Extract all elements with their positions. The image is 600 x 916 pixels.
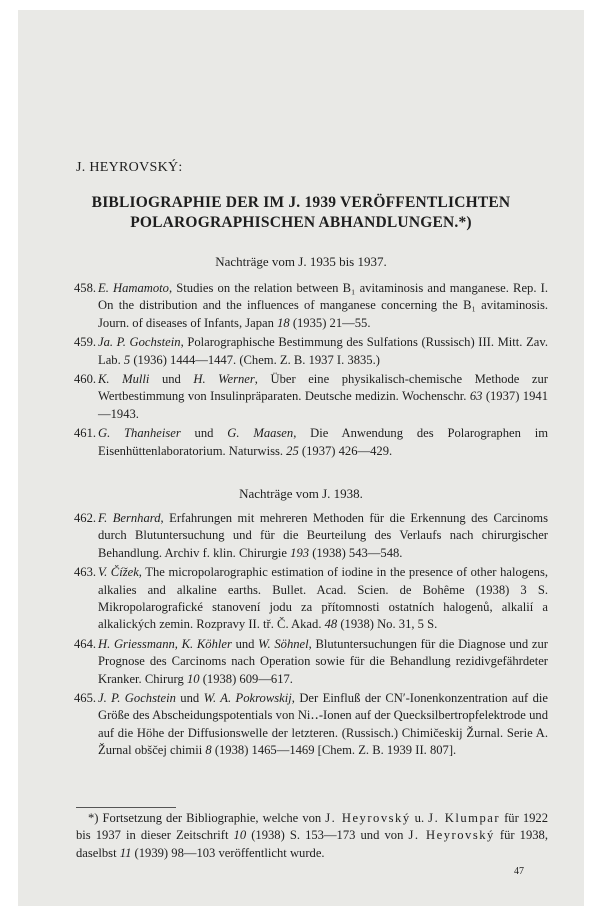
- entry-authors-2: G. Maasen: [227, 426, 294, 441]
- entry-authors: Ja. P. Gochstein: [98, 335, 181, 350]
- footnote-name: J. Klumpar: [428, 811, 501, 825]
- entry-conjunction: und: [231, 636, 259, 651]
- bib-entry-461: [76, 425, 548, 460]
- entry-number: 460.: [74, 372, 97, 387]
- entry-list-1: [76, 280, 548, 462]
- entry-volume: 193: [290, 545, 310, 560]
- entry-tail: (1937) 1941—1943.: [98, 389, 548, 421]
- entry-volume: 63: [469, 389, 483, 404]
- entry-tail: (1937) 426—429.: [298, 443, 393, 458]
- section-heading-1935-1937: Nachträge vom J. 1935 bis 1937.: [215, 254, 387, 269]
- entry-text: , Der Einfluß der CN′-Ionenkonzentration auf die Größe des Abscheidungspotentials von Ni‥-Ionen auf der Quecksilbertropfelektrode und auf die Höhe der Diffusionswelle der letzteren. (Russisch.) Chimičeskij Žurnal. Serie A. Žurnal obščej chimii: [98, 691, 548, 758]
- bib-entry-459: [76, 334, 548, 369]
- section-heading-1938: Nachträge vom J. 1938.: [239, 486, 363, 501]
- entry-authors: F. Bernhard: [98, 511, 161, 525]
- entry-text: , The micropolarographic estimation of iodine in the presence of other halogens, alkalies and alkaline earths. Bullet. Acad. Scien. de Bohême (1938) 3 S. Mikropolarografické stanovení jodu za přítomnosti ostatních halogenů, alkalií a alkalických zemin. Rozpravy II. tř. Č. Akad.: [98, 565, 548, 632]
- entry-authors: H. Griessmann, K. Köhler: [98, 636, 232, 651]
- entry-volume: 18: [277, 315, 290, 330]
- entry-text: , Erfahrungen mit mehreren Methoden für die Erkennung des Carcinoms durch Blutuntersuchung und für die Beurteilung des Verlaufs nach chirurgischer Behandlung. Archiv f. klin. Chirurgie: [98, 511, 549, 560]
- page-sheet: [18, 10, 584, 906]
- entry-authors-2: H. Werner: [193, 372, 255, 387]
- title-line-2: POLAROGRAPHISCHEN ABHANDLUNGEN.*): [130, 214, 472, 231]
- entry-text: , Polarographische Bestimmung des Sulfations (Russisch) III. Mitt. Zav. Lab.: [98, 335, 548, 367]
- page-number: 47: [514, 866, 524, 877]
- bib-entry-460: [76, 371, 548, 423]
- entry-authors: G. Thanheiser: [98, 426, 181, 441]
- footnote-divider: [76, 807, 176, 808]
- entry-volume: 25: [286, 443, 299, 458]
- title-line-1: BIBLIOGRAPHIE DER IM J. 1939 VERÖFFENTLICHTEN: [91, 194, 511, 211]
- entry-conjunction: und: [149, 372, 194, 387]
- author-heading: J. HEYROVSKÝ:: [76, 160, 183, 175]
- bib-entry-464: [76, 636, 548, 688]
- entry-number: 465.: [74, 691, 97, 706]
- footnote-name: J. Heyrovský: [408, 828, 495, 843]
- entry-text: , Studies on the relation between B₁ avitaminosis and manganese. Rep. I. On the distribution and the influences of manganese concerning the B₁ avitaminosis. Journ. of diseases of Infants, Japan: [98, 281, 548, 330]
- entry-authors: E. Hamamoto: [98, 281, 169, 295]
- entry-authors: J. P. Gochstein: [98, 691, 176, 706]
- entry-tail: (1935) 21—55.: [289, 315, 371, 330]
- footnote: *) Fortsetzung der Bibliographie, welche von J. Heyrovský u. J. Klumpar für 1922 bis 1937 in dieser Zeitschrift 10 (1938) S. 153—173 und von J. Heyrovský für 1938, daselbst 11 (1939) 98—103 veröffentlicht wurde.: [76, 811, 549, 860]
- entry-text: , Blutuntersuchungen für die Diagnose und zur Prognose des Carcinoms nach Operation sowie für die Behandlung rezidivgefährdeter Kranker. Chirurg: [98, 636, 548, 686]
- bib-entry-458: [76, 280, 548, 332]
- bib-entry-463: [76, 564, 548, 634]
- entry-number: 459.: [74, 335, 97, 350]
- entry-number: 458.: [74, 281, 97, 295]
- bib-entry-462: [76, 510, 548, 562]
- entry-tail: (1938) 1465—1469 [Chem. Z. B. 1939 II. 807].: [211, 743, 457, 758]
- entry-text: , Die Anwendung des Polarographen im Eisenhüttenlaboratorium. Naturwiss.: [98, 426, 548, 458]
- entry-authors: V. Čížek: [98, 565, 139, 580]
- entry-authors-2: W. A. Pokrowskij: [203, 691, 292, 706]
- entry-number: 463.: [74, 565, 97, 580]
- entry-tail: (1936) 1444—1447. (Chem. Z. B. 1937 I. 3835.): [130, 352, 380, 367]
- bib-entry-465: [76, 690, 548, 760]
- entry-text: , Über eine physikalisch-chemische Methode zur Wertbestimmung von Insulinpräparaten. Deutsche medizin. Wochenschr.: [98, 372, 548, 404]
- entry-tail: (1938) No. 31, 5 S.: [337, 617, 438, 632]
- entry-volume: 5: [123, 352, 131, 367]
- entry-conjunction: und: [175, 691, 204, 706]
- entry-authors-2: W. Söhnel: [258, 636, 309, 651]
- entry-volume: 10: [186, 671, 200, 686]
- entry-number: 464.: [74, 636, 97, 651]
- footnote-name: J. Heyrovský: [325, 811, 411, 825]
- entry-number: 461.: [74, 426, 97, 441]
- entry-tail: (1938) 543—548.: [309, 545, 403, 560]
- entry-tail: (1938) 609—617.: [199, 671, 293, 686]
- entry-volume: 48: [324, 617, 338, 632]
- entry-number: 462.: [74, 511, 97, 525]
- entry-conjunction: und: [180, 426, 228, 441]
- entry-volume: 8: [205, 743, 212, 758]
- page-title: [58, 193, 544, 233]
- entry-authors: K. Mulli: [98, 372, 150, 387]
- entry-list-2: [76, 510, 548, 762]
